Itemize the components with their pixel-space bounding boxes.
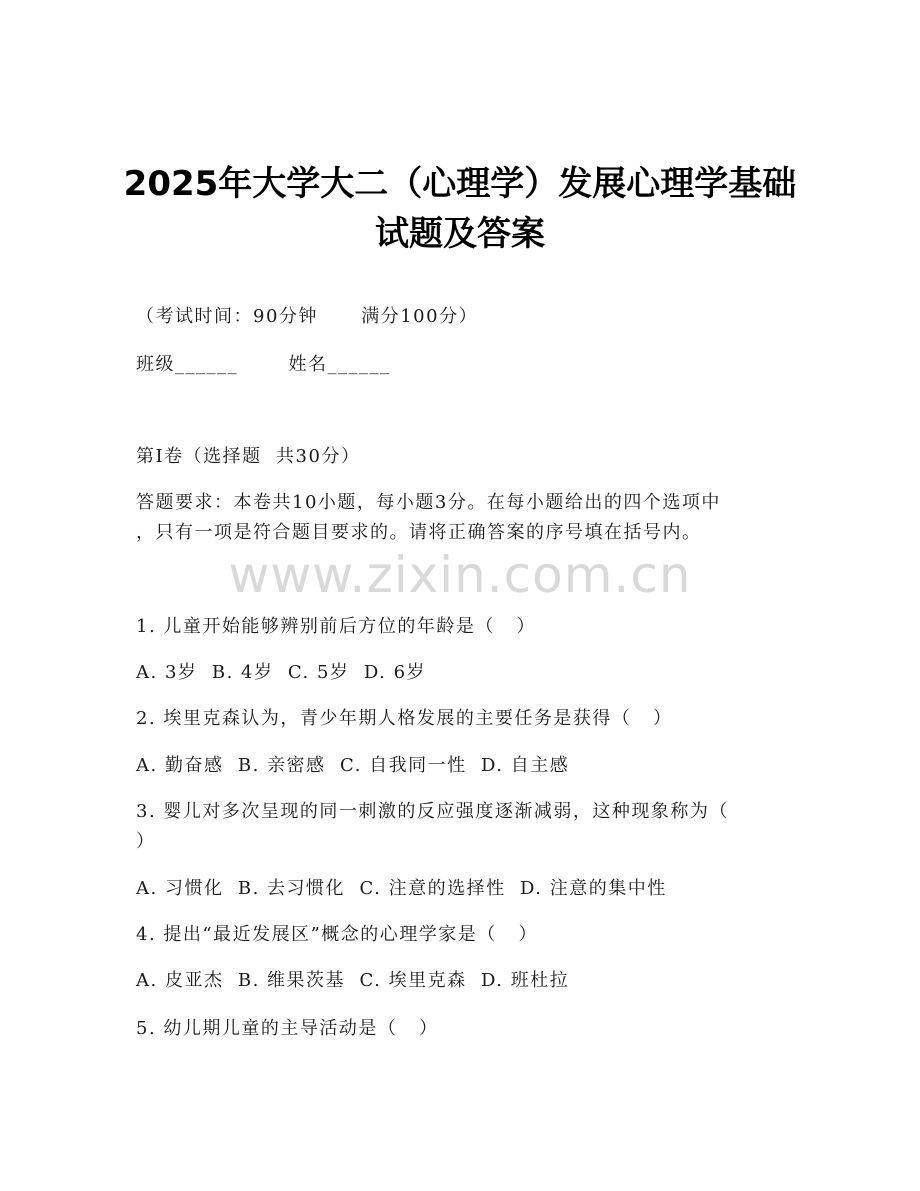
exam-time-score: （考试时间：90分钟 满分100分） (136, 306, 479, 327)
section-heading: 第I卷（选择题 共30分） (136, 446, 361, 467)
question-1-options: A. 3岁 B. 4岁 C. 5岁 D. 6岁 (136, 662, 427, 683)
question-4-stem: 4. 提出“最近发展区”概念的心理学家是（ ） (136, 924, 538, 945)
question-4-options: A. 皮亚杰 B. 维果茨基 C. 埃里克森 D. 班杜拉 (136, 970, 570, 991)
question-1-stem: 1. 儿童开始能够辨别前后方位的年龄是（ ） (136, 616, 537, 637)
question-2-stem: 2. 埃里克森认为，青少年期人格发展的主要任务是获得（ ） (136, 708, 673, 729)
question-3-options: A. 习惯化 B. 去习惯化 C. 注意的选择性 D. 注意的集中性 (136, 878, 667, 899)
question-2-options: A. 勤奋感 B. 亲密感 C. 自我同一性 D. 自主感 (136, 755, 570, 776)
question-3-stem: 3. 婴儿对多次呈现的同一刺激的反应强度逐渐减弱，这种现象称为（ (136, 801, 729, 822)
watermark: www.zixin.com.cn (228, 546, 692, 604)
document-title-line-1: 2025年大学大二（心理学）发展心理学基础 (123, 164, 797, 204)
instructions-line-2: ，只有一项是符合题目要求的。请将正确答案的序号填在括号内。 (136, 522, 702, 543)
instructions-line-1: 答题要求：本卷共10小题，每小题3分。在每小题给出的四个选项中 (136, 492, 721, 513)
class-name-fields: 班级______ 姓名______ (136, 354, 391, 375)
document-title-line-2: 试题及答案 (375, 214, 545, 254)
question-3-stem-continued: ） (136, 831, 156, 852)
question-5-stem: 5. 幼儿期儿童的主导活动是（ ） (136, 1018, 439, 1039)
